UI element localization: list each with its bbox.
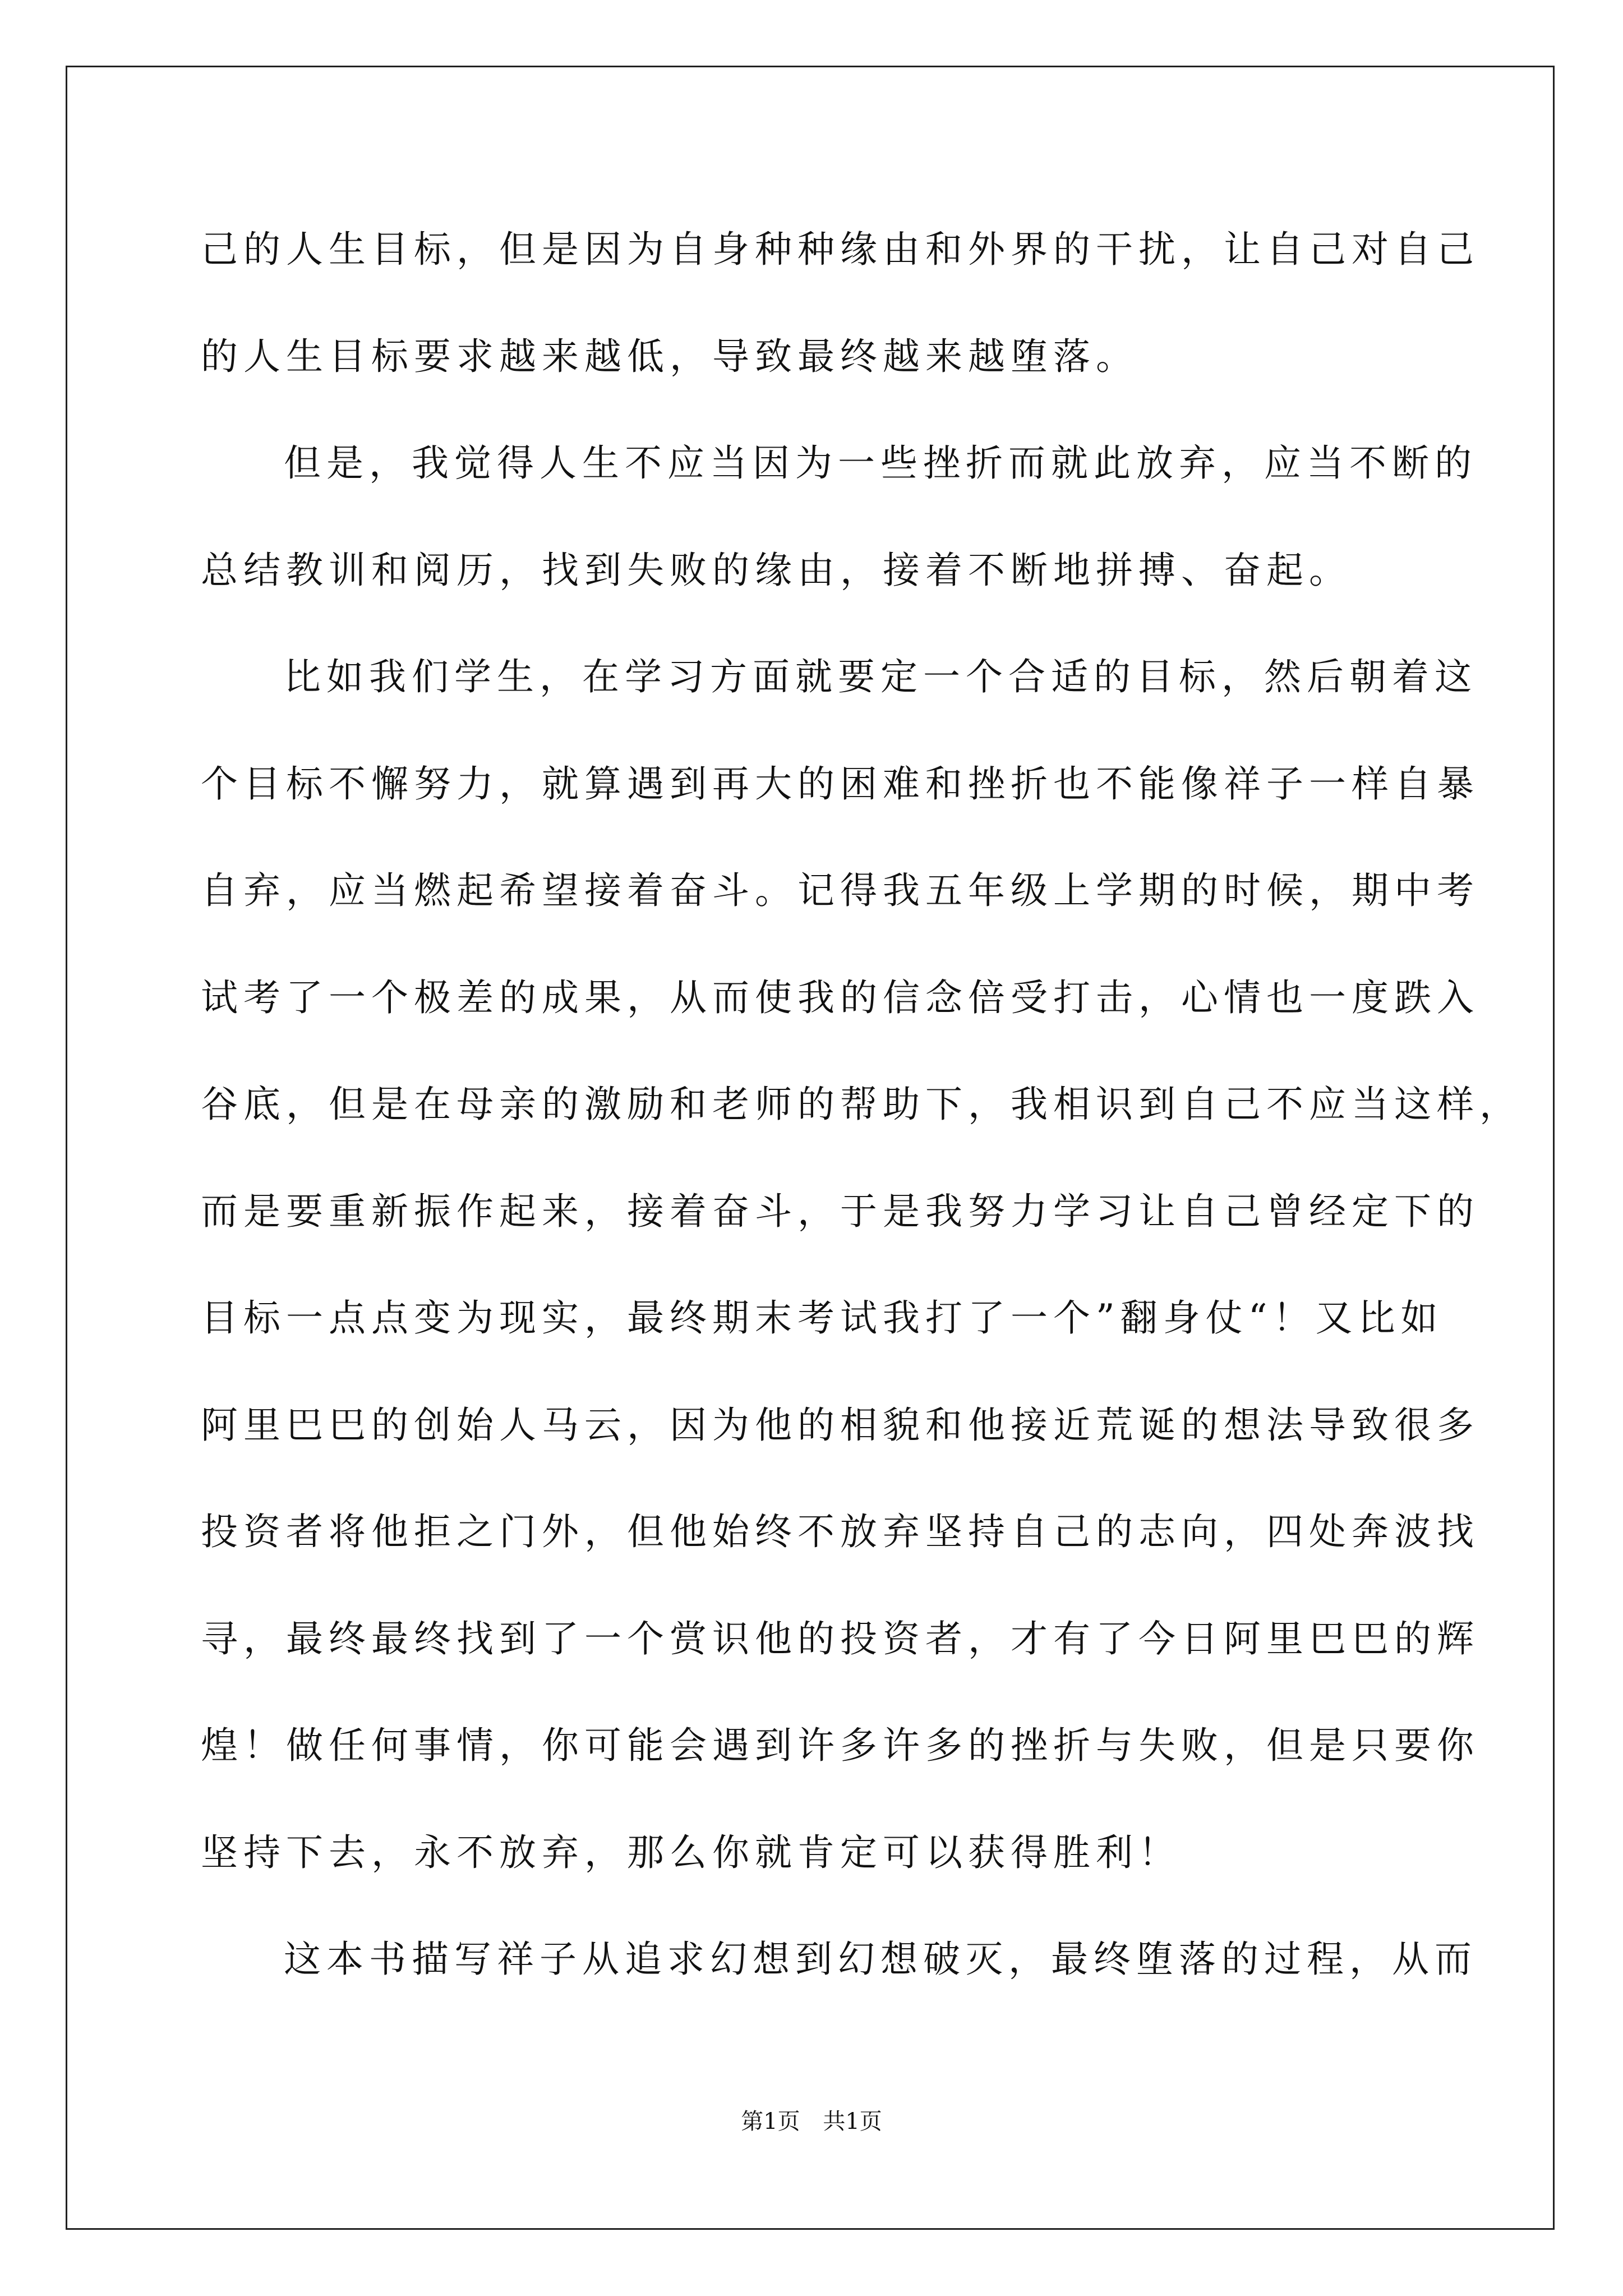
- document-body: [201, 208, 1522, 2024]
- paragraph-start-line: 比如我们学生，在学习方面就要定一个合适的目标，然后朝着这: [284, 655, 1477, 698]
- text-line: 自弃，应当燃起希望接着奋斗。记得我五年级上学期的时候，期中考: [201, 869, 1479, 912]
- text-line: 阿里巴巴的创始人马云，因为他的相貌和他接近荒诞的想法导致很多: [201, 1403, 1479, 1447]
- text-line: 目标一点点变为现实，最终期末考试我打了一个”翻身仗“！又比如: [201, 1296, 1444, 1340]
- text-line: 试考了一个极差的成果，从而使我的信念倍受打击，心情也一度跌入: [201, 976, 1479, 1019]
- text-line: 个目标不懈努力，就算遇到再大的困难和挫折也不能像祥子一样自暴: [201, 762, 1479, 806]
- page-number: 第1页: [741, 2109, 800, 2134]
- page-total: 共1页: [823, 2109, 882, 2134]
- text-line: 寻，最终最终找到了一个赏识他的投资者，才有了今日阿里巴巴的辉: [201, 1617, 1479, 1660]
- page-footer: [0, 2104, 1623, 2136]
- text-line: 己的人生目标，但是因为自身种种缘由和外界的干扰，让自己对自己: [201, 228, 1479, 271]
- text-line: 投资者将他拒之门外，但他始终不放弃坚持自己的志向，四处奔波找: [201, 1510, 1479, 1553]
- text-line: 煌！做任何事情，你可能会遇到许多许多的挫折与失败，但是只要你: [201, 1724, 1479, 1767]
- paragraph-start-line: 但是，我觉得人生不应当因为一些挫折而就此放弃，应当不断的: [284, 441, 1477, 485]
- text-line: 总结教训和阅历，找到失败的缘由，接着不断地拼搏、奋起。: [201, 548, 1352, 592]
- text-line: 而是要重新振作起来，接着奋斗，于是我努力学习让自己曾经定下的: [201, 1189, 1479, 1233]
- text-line: 坚持下去，永不放弃，那么你就肯定可以获得胜利！: [201, 1830, 1181, 1874]
- text-line: 谷底，但是在母亲的激励和老师的帮助下，我相识到自己不应当这样，: [201, 1083, 1522, 1126]
- paragraph-start-line: 这本书描写祥子从追求幻想到幻想破灭，最终堕落的过程，从而: [284, 1938, 1477, 1981]
- text-line: 的人生目标要求越来越低，导致最终越来越堕落。: [201, 334, 1138, 378]
